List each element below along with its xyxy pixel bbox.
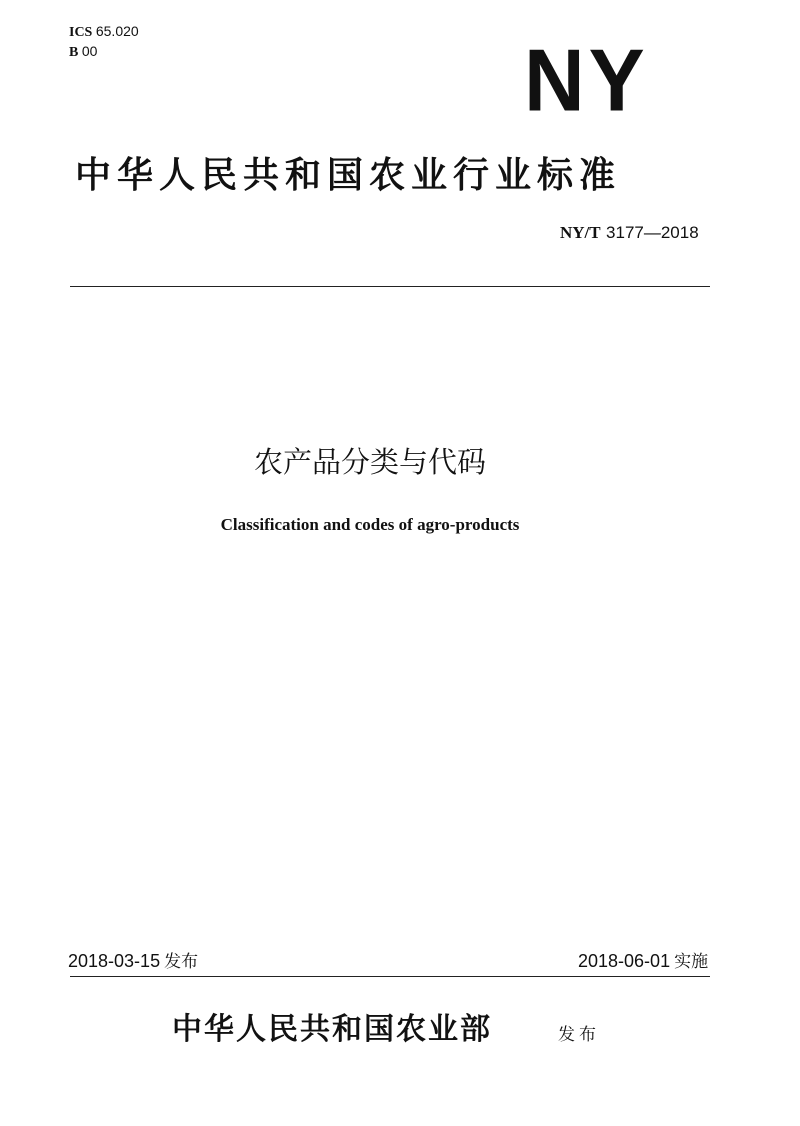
- publish-date: 2018-03-15: [68, 951, 161, 971]
- publish-label: 发布: [164, 952, 199, 972]
- standard-code-number: 3177—2018: [606, 223, 699, 242]
- bottom-divider: [70, 976, 710, 977]
- document-title-en: Classification and codes of agro-products: [220, 515, 520, 534]
- publish-date-block: [68, 950, 198, 973]
- standard-category-title: 中华人民共和国农业行业标准: [75, 155, 622, 196]
- ics-prefix: ICS: [69, 25, 93, 40]
- implement-date-block: [578, 950, 708, 973]
- ics-block: [69, 22, 139, 62]
- class-line: [69, 42, 139, 62]
- issuer-label: 发布: [558, 1025, 600, 1045]
- class-code: 00: [81, 43, 98, 59]
- class-prefix: B: [69, 45, 79, 60]
- ics-line: [69, 22, 139, 42]
- top-divider: [70, 286, 710, 287]
- standard-code: [560, 222, 699, 244]
- standard-code-prefix: NY/T: [560, 223, 601, 242]
- implement-date: 2018-06-01: [578, 951, 671, 971]
- ics-code: 65.020: [95, 23, 139, 39]
- document-title-zh: 农产品分类与代码: [253, 445, 486, 479]
- ny-logo: NY: [524, 30, 649, 130]
- implement-label: 实施: [674, 952, 709, 972]
- issuer-name: 中华人民共和国农业部: [172, 1012, 492, 1047]
